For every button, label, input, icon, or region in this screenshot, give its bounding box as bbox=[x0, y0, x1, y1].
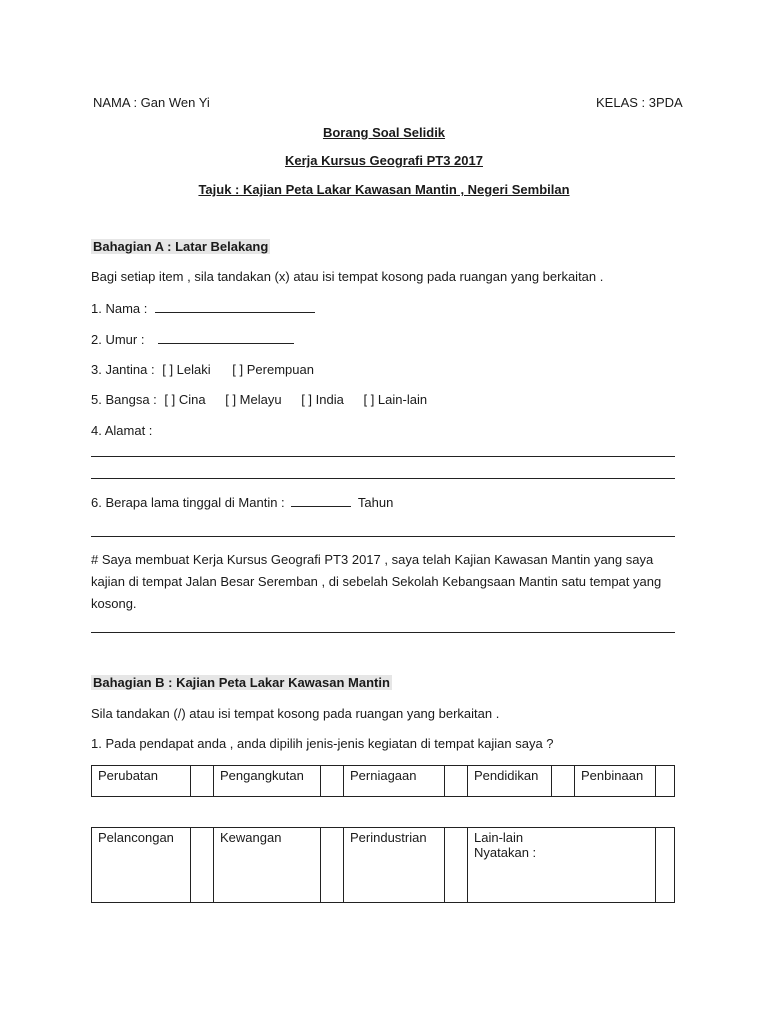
divider-line-2 bbox=[91, 632, 675, 633]
activity-checkbox-trade[interactable] bbox=[445, 766, 468, 797]
form-subtitle: Kerja Kursus Geografi PT3 2017 bbox=[285, 153, 483, 168]
section-b-instruction: Sila tandakan (/) atau isi tempat kosong pada ruangan yang berkaitan . bbox=[91, 706, 500, 721]
question-name bbox=[91, 300, 315, 316]
activity-checkbox-industry[interactable] bbox=[445, 828, 468, 903]
race-option-chinese[interactable]: [ ] Cina bbox=[164, 392, 206, 407]
address-line-1[interactable] bbox=[91, 456, 675, 457]
question-age-label: 2. Umur : bbox=[91, 332, 145, 347]
activity-label-transport: Pengangkutan bbox=[214, 766, 321, 797]
activity-label-medical: Perubatan bbox=[92, 766, 191, 797]
form-title: Borang Soal Selidik bbox=[322, 125, 446, 140]
activity-label-tourism: Pelancongan bbox=[92, 828, 191, 903]
question-address-label: 4. Alamat : bbox=[91, 423, 153, 438]
question-gender bbox=[91, 362, 314, 377]
activity-label-education: Pendidikan bbox=[468, 766, 552, 797]
section-a-heading bbox=[91, 239, 270, 254]
activity-checkbox-transport[interactable] bbox=[321, 766, 344, 797]
activity-checkbox-construction[interactable] bbox=[656, 766, 675, 797]
gender-option-female[interactable]: [ ] Perempuan bbox=[232, 362, 314, 377]
question-race-label: 5. Bangsa : bbox=[91, 392, 157, 407]
question-age bbox=[91, 331, 294, 347]
race-option-indian[interactable]: [ ] India bbox=[301, 392, 344, 407]
activity-checkbox-education[interactable] bbox=[552, 766, 575, 797]
activity-checkbox-tourism[interactable] bbox=[191, 828, 214, 903]
student-name: NAMA : Gan Wen Yi bbox=[93, 95, 210, 110]
divider-line-1 bbox=[91, 536, 675, 537]
activity-label-others-text: Lain-lain bbox=[474, 830, 524, 845]
question-years bbox=[91, 494, 393, 510]
activity-table-1 bbox=[91, 765, 675, 797]
activity-checkbox-others[interactable] bbox=[656, 828, 675, 903]
gender-option-male[interactable]: [ ] Lelaki bbox=[162, 362, 211, 377]
activity-others-specify: Nyatakan : bbox=[474, 845, 537, 860]
activity-label-industry: Perindustrian bbox=[344, 828, 445, 903]
table-row bbox=[92, 766, 675, 797]
section-a-heading-text: Bahagian A : Latar Belakang bbox=[93, 239, 269, 254]
age-answer-line[interactable] bbox=[158, 331, 294, 344]
section-a-instruction: Bagi setiap item , sila tandakan (x) atau isi tempat kosong pada ruangan yang berkaitan . bbox=[91, 269, 604, 284]
years-answer-line[interactable] bbox=[291, 494, 351, 507]
question-gender-label: 3. Jantina : bbox=[91, 362, 155, 377]
form-topic: Tajuk : Kajian Peta Lakar Kawasan Mantin , Negeri Sembilan bbox=[198, 182, 570, 197]
name-answer-line[interactable] bbox=[155, 300, 315, 313]
activity-label-others bbox=[468, 828, 656, 903]
question-name-label: 1. Nama : bbox=[91, 301, 148, 316]
activity-label-trade: Perniagaan bbox=[344, 766, 445, 797]
activity-checkbox-medical[interactable] bbox=[191, 766, 214, 797]
section-b-question-1: 1. Pada pendapat anda , anda dipilih jenis-jenis kegiatan di tempat kajian saya ? bbox=[91, 736, 554, 751]
race-option-others[interactable]: [ ] Lain-lain bbox=[363, 392, 428, 407]
activity-label-construction: Penbinaan bbox=[575, 766, 656, 797]
activity-checkbox-finance[interactable] bbox=[321, 828, 344, 903]
table-row bbox=[92, 828, 675, 903]
student-class: KELAS : 3PDA bbox=[596, 95, 683, 110]
section-b-heading bbox=[91, 675, 392, 690]
activity-label-finance: Kewangan bbox=[214, 828, 321, 903]
section-b-heading-text: Bahagian B : Kajian Peta Lakar Kawasan Mantin bbox=[93, 675, 390, 690]
address-line-2[interactable] bbox=[91, 478, 675, 479]
research-note: # Saya membuat Kerja Kursus Geografi PT3 2017 , saya telah Kajian Kawasan Mantin yang saya kajian di tempat Jalan Besar Seremban , di sebelah Sekolah Kebangsaan Mantin satu tempat yang kosong. bbox=[91, 552, 662, 611]
activity-table-2 bbox=[91, 827, 675, 903]
question-race bbox=[91, 392, 427, 407]
question-years-label: 6. Berapa lama tinggal di Mantin : bbox=[91, 495, 285, 510]
race-option-malay[interactable]: [ ] Melayu bbox=[225, 392, 282, 407]
years-unit: Tahun bbox=[357, 495, 394, 510]
